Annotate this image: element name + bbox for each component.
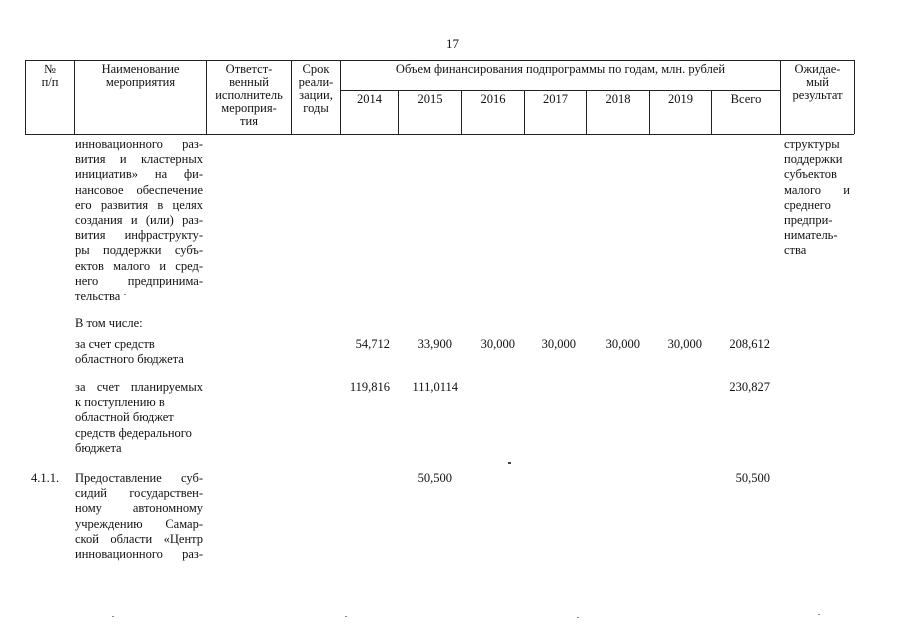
header-col-name: Наименование мероприятия <box>101 62 180 89</box>
header-col-responsible: Ответст- венный исполнитель мероприя- тия <box>215 62 283 128</box>
scan-speck <box>112 616 114 617</box>
scan-speck <box>124 294 126 295</box>
header-year-total: Всего <box>730 92 762 106</box>
header-col-funding: Объем финансирования подпрограммы по годам, млн. рублей <box>395 62 726 76</box>
scan-speck <box>508 462 511 464</box>
federal-budget-label: за счет планируемых к поступлению в областной бюджет средств федерального бюджета <box>75 380 203 455</box>
scan-speck <box>345 616 347 617</box>
item-total: 50,500 <box>735 471 770 485</box>
header-col-number: № п/п <box>41 62 59 89</box>
scan-speck <box>577 617 579 618</box>
regional-2015: 33,900 <box>417 337 452 351</box>
federal-total: 230,827 <box>729 380 770 394</box>
federal-2015: 111,0114 <box>412 380 458 394</box>
header-col-result: Ожидае- мый результат <box>792 62 843 102</box>
subtotal-heading: В том числе: <box>75 316 143 330</box>
header-year-2017: 2017 <box>543 92 568 106</box>
regional-2017: 30,000 <box>541 337 576 351</box>
item-number: 4.1.1. <box>31 471 60 485</box>
regional-budget-label: за счет средств областного бюджета <box>75 337 184 367</box>
header-year-2018: 2018 <box>605 92 631 106</box>
header-col-term: Срок реали- зации, годы <box>298 62 334 115</box>
regional-2018: 30,000 <box>605 337 640 351</box>
item-name: Предоставление суб- сидий государствен- ному автономному учреждению Самар- ской области «Центр инновационного раз- <box>75 471 203 562</box>
page-number: 17 <box>446 36 459 51</box>
regional-2016: 30,000 <box>480 337 515 351</box>
header-year-2015: 2015 <box>417 92 443 106</box>
regional-2019: 30,000 <box>667 337 702 351</box>
federal-2014: 119,816 <box>349 380 390 394</box>
regional-total: 208,612 <box>729 337 770 351</box>
header-year-2014: 2014 <box>357 92 382 106</box>
regional-2014: 54,712 <box>355 337 390 351</box>
scan-speck <box>818 614 820 615</box>
header-year-2016: 2016 <box>480 92 506 106</box>
item-2015: 50,500 <box>417 471 452 485</box>
header-year-2019: 2019 <box>668 92 693 106</box>
measure-name-continued: инновационного раз- вития и кластерных инициатив» на фи- нансовое обеспечение его развития в целях создания и (или) раз- вития инфраструкту- ры поддержки субъ- ектов малого и сред- него предпринима- тельства <box>75 137 203 304</box>
expected-result-continued: структуры поддержки субъектов малого и среднего предпри- ниматель- ства <box>784 137 850 258</box>
